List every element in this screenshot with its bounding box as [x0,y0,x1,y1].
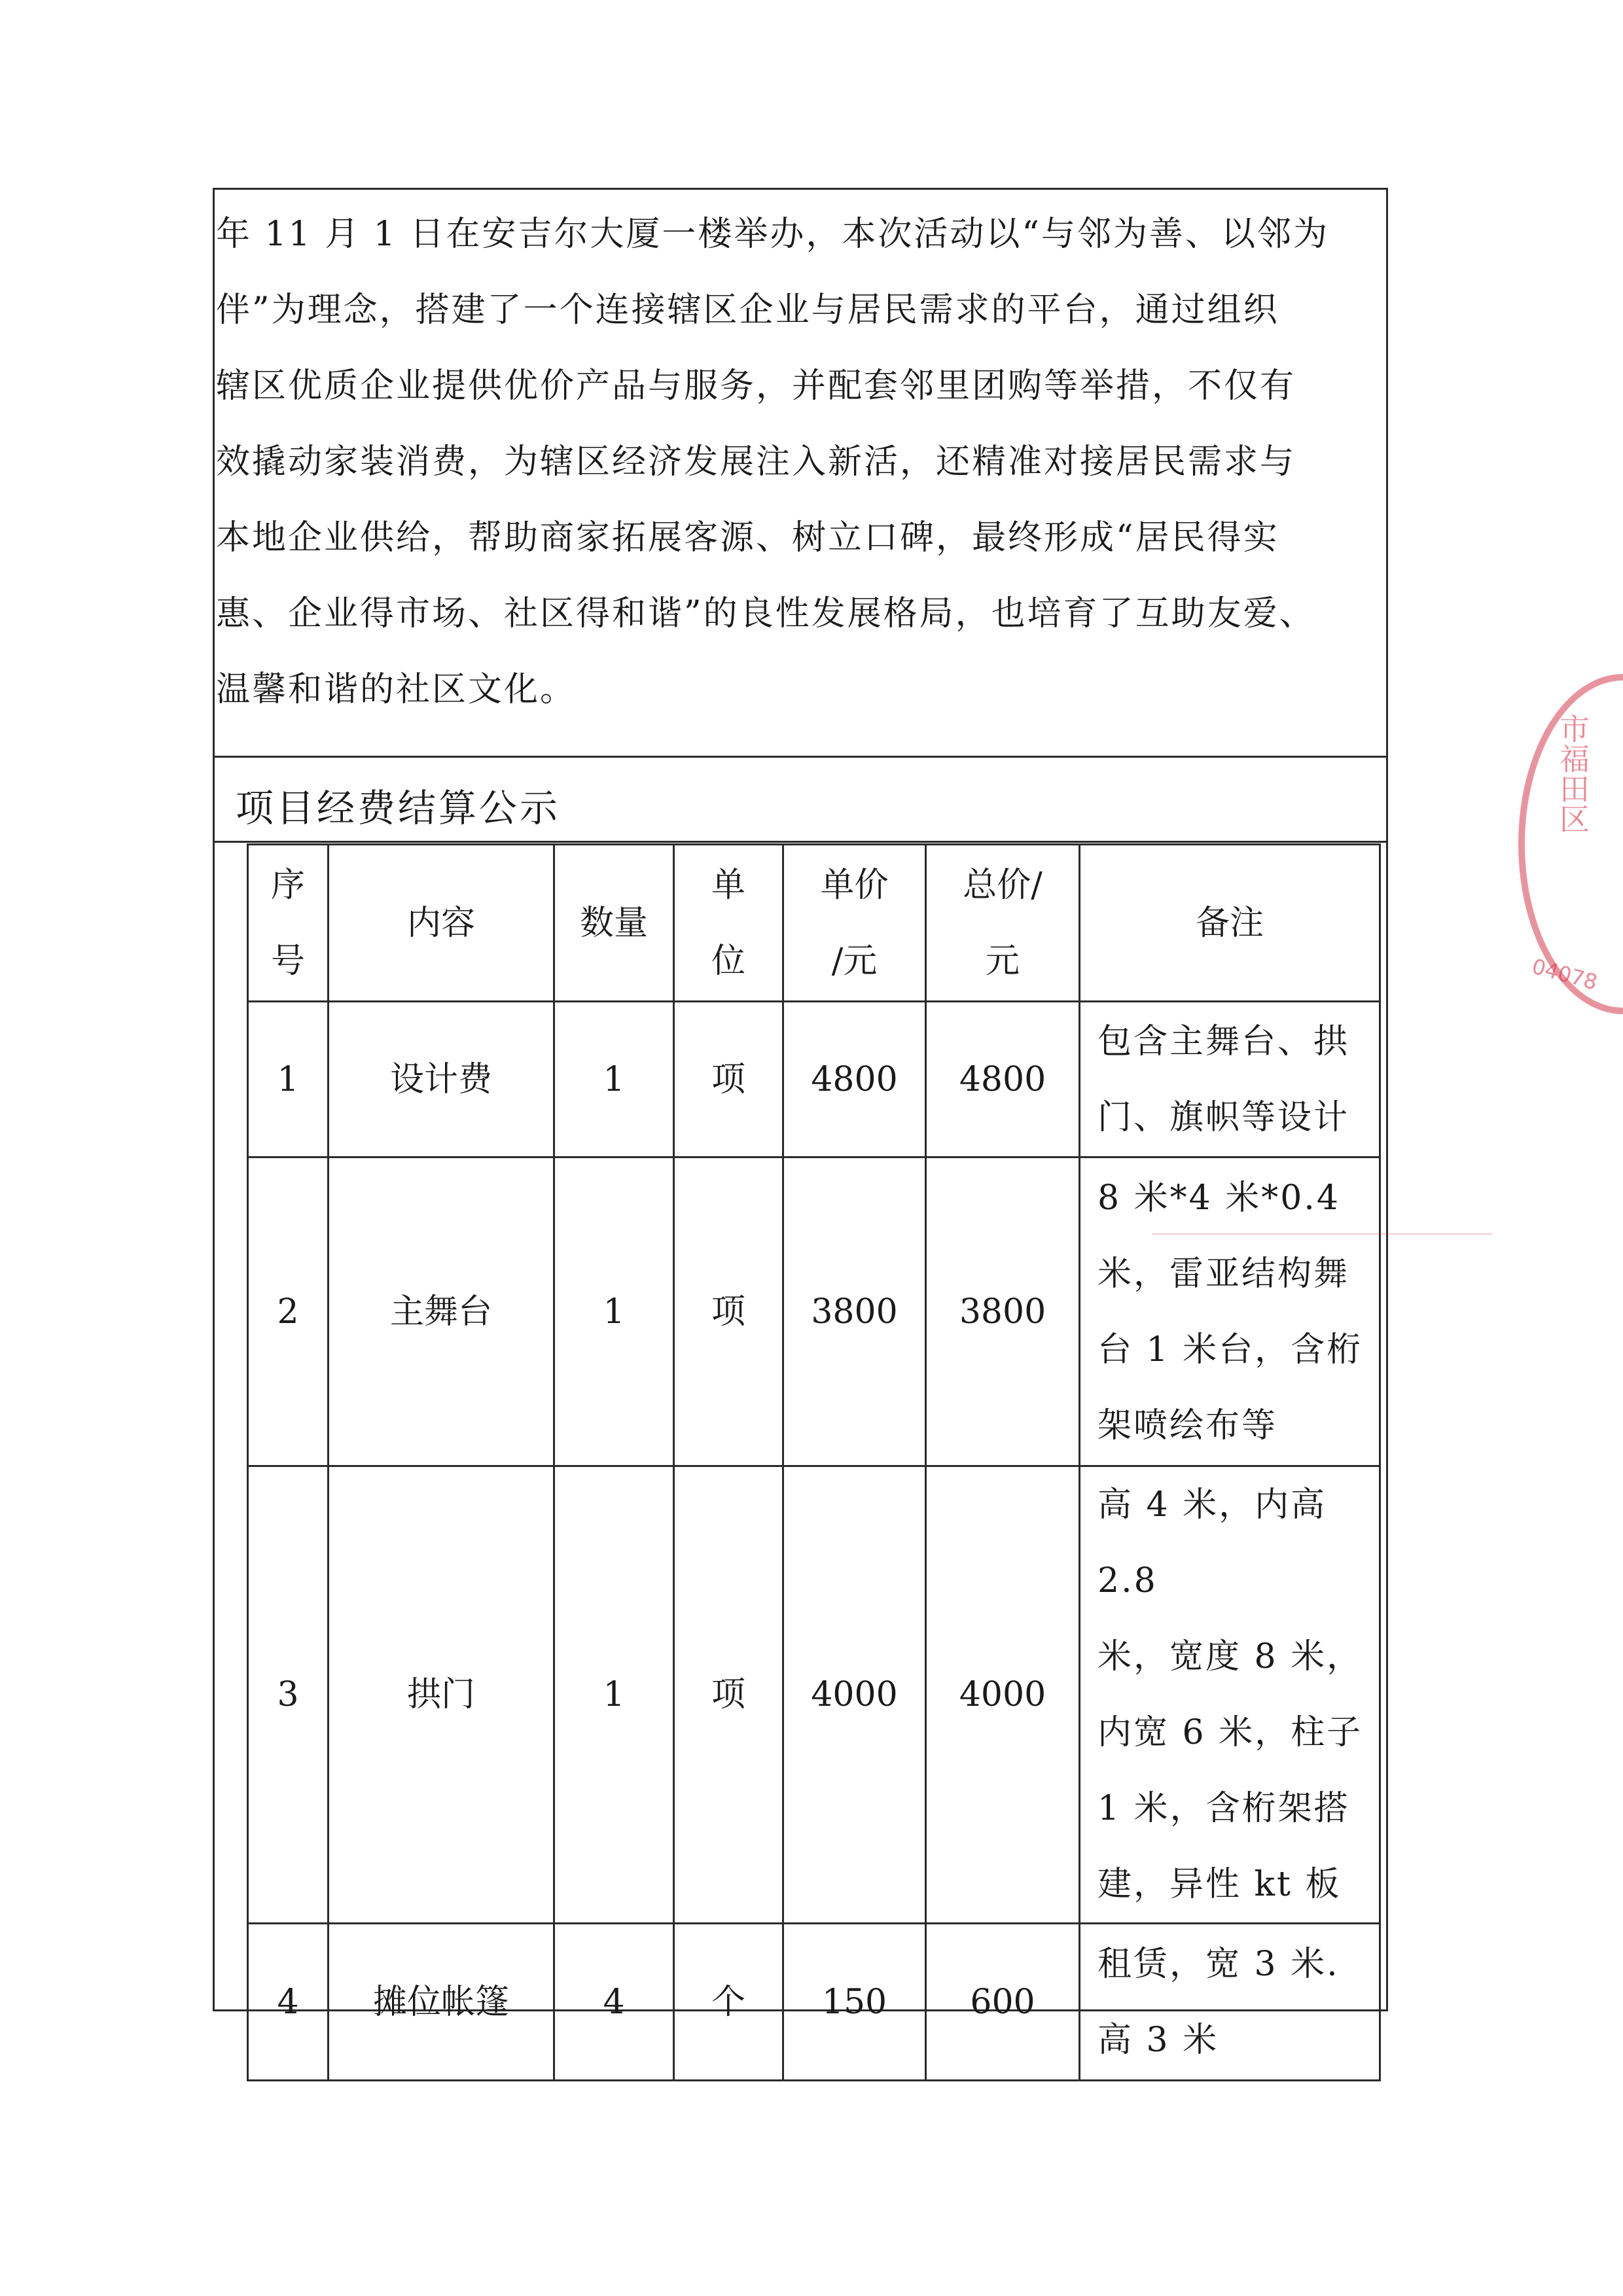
cell-note: 包含主舞台、拱 门、旗帜等设计 [1080,1002,1380,1157]
cell-total: 4800 [926,1002,1080,1157]
seal-text: 市福田区 [1555,713,1590,834]
cell-content: 设计费 [329,1002,554,1157]
cell-qty: 1 [554,1002,674,1157]
cell-seq: 2 [248,1157,329,1466]
seal-number: 04078 [1529,953,1600,995]
section-title: 项目经费结算公示 [236,786,561,830]
header-note: 备注 [1080,845,1380,1002]
cell-qty: 4 [554,1924,674,2081]
cell-content: 主舞台 [329,1157,554,1466]
cell-price: 3800 [783,1157,926,1466]
intro-line: 效撬动家装消费，为辖区经济发展注入新活，还精准对接居民需求与 [216,442,1296,482]
header-total: 总价/ 元 [926,845,1080,1002]
cost-table [247,843,1381,2081]
header-qty: 数量 [554,845,674,1002]
cell-note: 8 米*4 米*0.4 米，雷亚结构舞 台 1 米台，含桁 架喷绘布等 [1080,1157,1380,1466]
cell-price: 4800 [783,1002,926,1157]
intro-line: 惠、企业得市场、社区得和谐”的良性发展格局，也培育了互助友爱、 [216,594,1315,633]
table-row [248,1002,1380,1157]
cell-total: 3800 [926,1157,1080,1466]
cell-unit: 项 [674,1002,783,1157]
intro-line: 温馨和谐的社区文化。 [216,670,577,709]
stamp-bleed-line [1152,1233,1492,1235]
header-content: 内容 [329,845,554,1002]
table-header-row [248,845,1380,1002]
cell-content: 拱门 [329,1466,554,1924]
cell-total: 600 [926,1924,1080,2081]
intro-line: 本地企业供给，帮助商家拓展客源、树立口碑，最终形成“居民得实 [216,518,1279,557]
cell-content: 摊位帐篷 [329,1924,554,2081]
cell-qty: 1 [554,1466,674,1924]
intro-line: 辖区优质企业提供优价产品与服务，并配套邻里团购等举措，不仅有 [216,366,1296,406]
header-unit: 单 位 [674,845,783,1002]
table-row [248,1157,1380,1466]
cell-unit: 个 [674,1924,783,2081]
cell-unit: 项 [674,1157,783,1466]
intro-line: 年 11 月 1 日在安吉尔大厦一楼举办，本次活动以“与邻为善、以邻为 [216,215,1329,254]
cell-unit: 项 [674,1466,783,1924]
cell-seq: 1 [248,1002,329,1157]
cell-total: 4000 [926,1466,1080,1924]
intro-line: 伴”为理念，搭建了一个连接辖区企业与居民需求的平台，通过组织 [216,291,1279,330]
section-divider [213,756,1388,758]
table-row [248,1924,1380,2081]
section-divider [213,841,1388,843]
header-seq: 序 号 [248,845,329,1002]
cell-seq: 4 [248,1924,329,2081]
cell-qty: 1 [554,1157,674,1466]
cell-price: 150 [783,1924,926,2081]
cell-note: 租赁，宽 3 米. 高 3 米 [1080,1924,1380,2081]
cell-seq: 3 [248,1466,329,1924]
cell-note: 高 4 米，内高 2.8 米，宽度 8 米， 内宽 6 米，柱子 1 米，含桁架搭 建，异性 kt 板 [1080,1466,1380,1924]
cell-price: 4000 [783,1466,926,1924]
table-row [248,1466,1380,1924]
intro-paragraph [216,196,1381,728]
header-price: 单价 /元 [783,845,926,1002]
